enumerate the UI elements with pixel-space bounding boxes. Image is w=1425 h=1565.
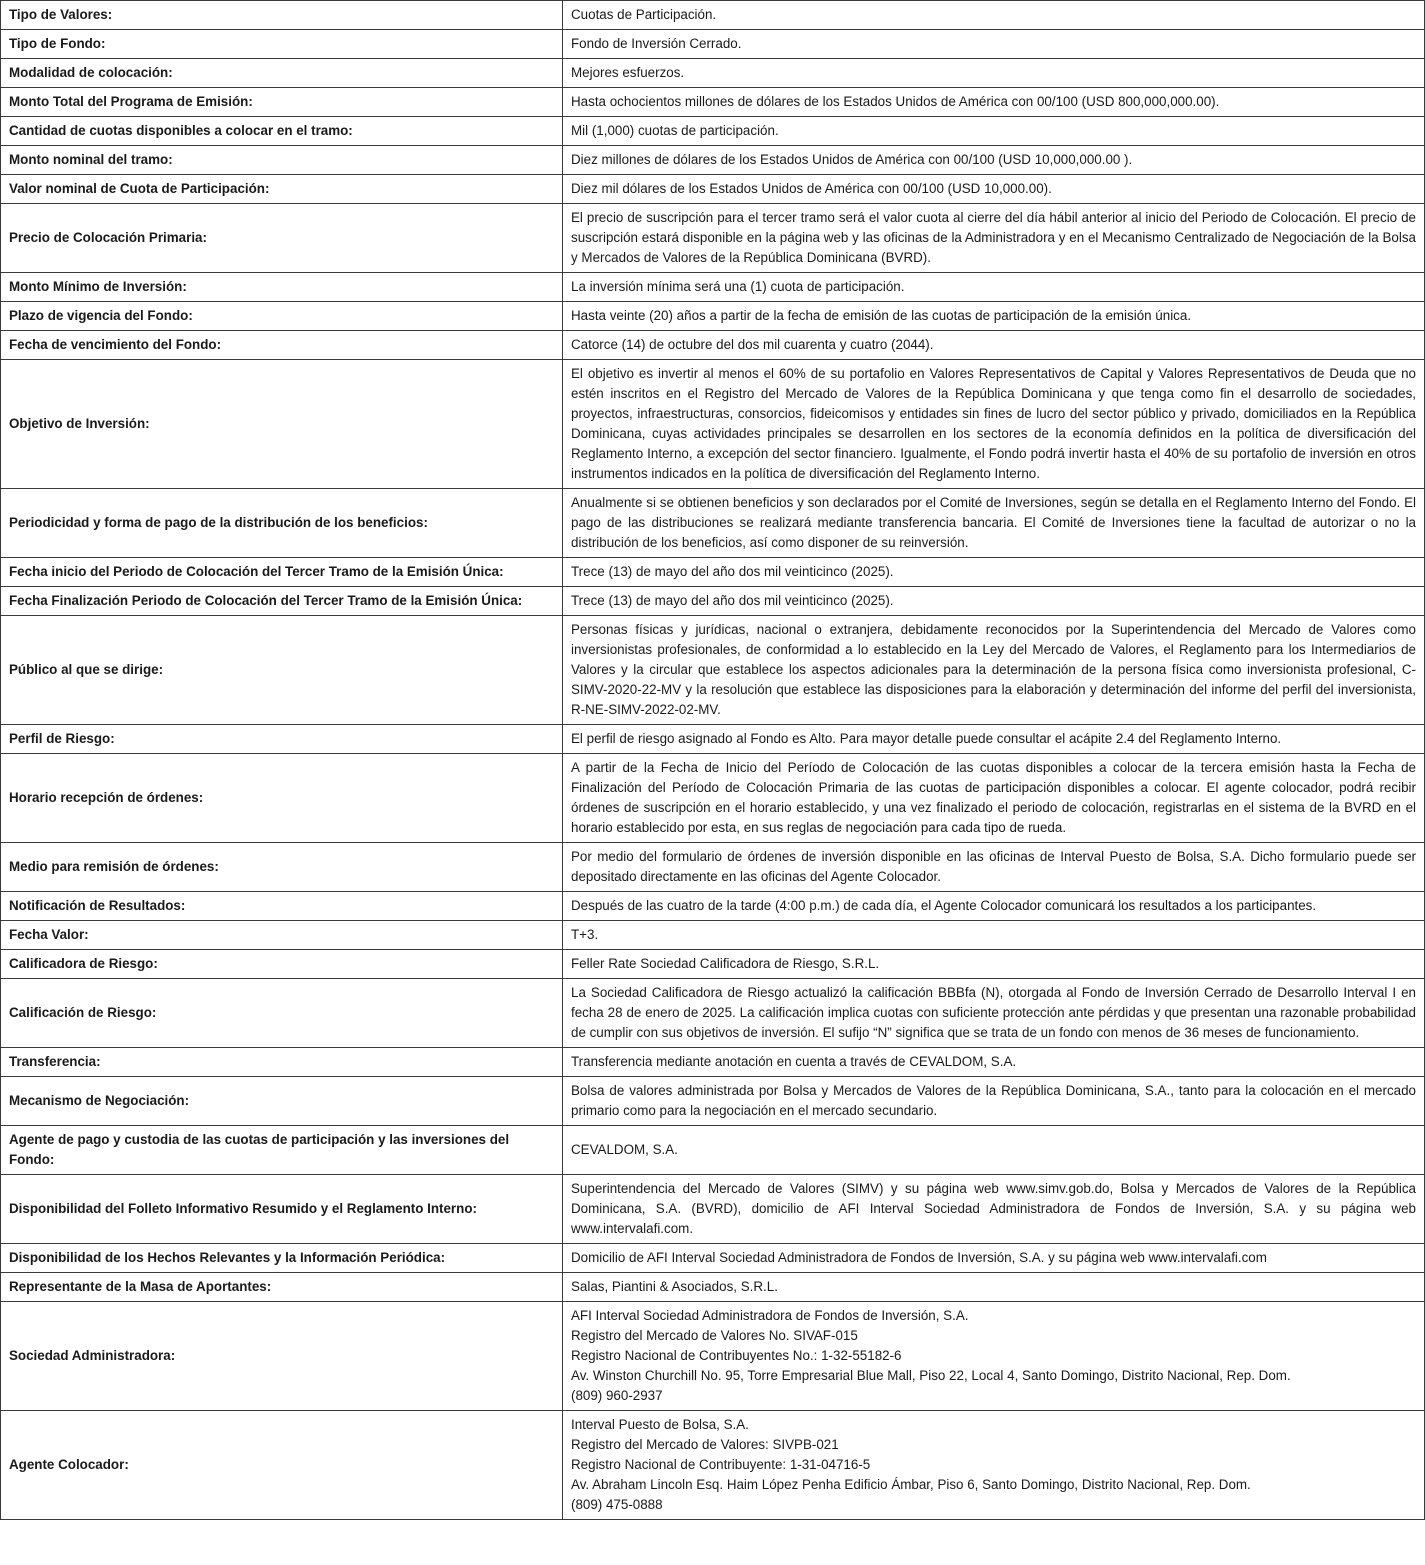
table-row: [1, 754, 1425, 843]
table-row: [1, 331, 1425, 360]
row-value: T+3.: [563, 921, 1425, 950]
table-row: [1, 892, 1425, 921]
row-label: Disponibilidad del Folleto Informativo Resumido y el Reglamento Interno:: [1, 1175, 563, 1244]
address: Av. Winston Churchill No. 95, Torre Empresarial Blue Mall, Piso 22, Local 4, Santo Domingo, Distrito Nacional, Rep. Dom.: [571, 1368, 1291, 1383]
table-row: [1, 489, 1425, 558]
table-row: [1, 360, 1425, 489]
row-value: A partir de la Fecha de Inicio del Período de Colocación de las cuotas disponibles a colocar de la tercera emisión hasta la Fecha de Finalización del Período de Colocación Primaria de las cuotas de participación disponibles a colocar. El agente colocador, podrá recibir órdenes de suscripción en el horario establecido, y una vez finalizado el periodo de colocación, registrarlas en el sistema de la BVRD en el horario establecido por esta, en sus reglas de negociación para cada tipo de rueda.: [563, 754, 1425, 843]
row-value: Después de las cuatro de la tarde (4:00 p.m.) de cada día, el Agente Colocador comunicará los resultados a los participantes.: [563, 892, 1425, 921]
row-value: Personas físicas y jurídicas, nacional o extranjera, debidamente reconocidos por la Superintendencia del Mercado de Valores como inversionistas profesionales, de conformidad a lo establecido en la Ley del Mercado de Valores, el Reglamento para los Intermediarios de Valores y la circular que establece los aspectos adicionales para la determinación de la persona física como inversionista profesional, C-SIMV-2020-22-MV y la resolución que establece las disposiciones para la elaboración y determinación del informe del perfil del inversionista, R-NE-SIMV-2022-02-MV.: [563, 616, 1425, 725]
row-value: Anualmente si se obtienen beneficios y son declarados por el Comité de Inversiones, según se detalla en el Reglamento Interno del Fondo. El pago de las distribuciones se realizará mediante transferencia bancaria. El Comité de Inversiones tiene la facultad de autorizar o no la distribución de los beneficios, así como disponer de su reinversión.: [563, 489, 1425, 558]
row-label: Valor nominal de Cuota de Participación:: [1, 175, 563, 204]
table-row: [1, 921, 1425, 950]
row-value: Superintendencia del Mercado de Valores (SIMV) y su página web www.simv.gob.do, Bolsa y Mercados de Valores de la República Dominicana, S.A. (BVRD), domicilio de AFI Interval Sociedad Administradora de Fondos de Inversión, S.A. y su página web www.intervalafi.com.: [563, 1175, 1425, 1244]
table-row: [1, 273, 1425, 302]
table-row: [1, 88, 1425, 117]
row-label: Tipo de Valores:: [1, 1, 563, 30]
phone: (809) 960-2937: [571, 1388, 663, 1403]
row-value: Catorce (14) de octubre del dos mil cuarenta y cuatro (2044).: [563, 331, 1425, 360]
row-value: Mil (1,000) cuotas de participación.: [563, 117, 1425, 146]
company-name: AFI Interval Sociedad Administradora de Fondos de Inversión, S.A.: [571, 1308, 969, 1323]
table-row: [1, 1077, 1425, 1126]
row-value: [563, 1411, 1425, 1520]
registry-number: Registro del Mercado de Valores: SIVPB-021: [571, 1437, 839, 1452]
table-row: [1, 30, 1425, 59]
row-label: Calificación de Riesgo:: [1, 979, 563, 1048]
row-value: Feller Rate Sociedad Calificadora de Riesgo, S.R.L.: [563, 950, 1425, 979]
table-row-sociedad-administradora: [1, 1302, 1425, 1411]
table-row: [1, 1, 1425, 30]
row-label: Periodicidad y forma de pago de la distribución de los beneficios:: [1, 489, 563, 558]
row-label: Perfil de Riesgo:: [1, 725, 563, 754]
row-label: Representante de la Masa de Aportantes:: [1, 1273, 563, 1302]
table-row: [1, 175, 1425, 204]
row-value: La inversión mínima será una (1) cuota de participación.: [563, 273, 1425, 302]
row-label: Precio de Colocación Primaria:: [1, 204, 563, 273]
table-row: [1, 1048, 1425, 1077]
taxpayer-number: Registro Nacional de Contribuyentes No.: 1-32-55182-6: [571, 1348, 902, 1363]
row-label: Público al que se dirige:: [1, 616, 563, 725]
row-value: Diez millones de dólares de los Estados Unidos de América con 00/100 (USD 10,000,000.00 ).: [563, 146, 1425, 175]
row-label: Modalidad de colocación:: [1, 59, 563, 88]
table-row: [1, 117, 1425, 146]
taxpayer-number: Registro Nacional de Contribuyente: 1-31-04716-5: [571, 1457, 871, 1472]
row-label: Medio para remisión de órdenes:: [1, 843, 563, 892]
row-label: Mecanismo de Negociación:: [1, 1077, 563, 1126]
row-label: Fecha Valor:: [1, 921, 563, 950]
table-row: [1, 146, 1425, 175]
row-value: Diez mil dólares de los Estados Unidos de América con 00/100 (USD 10,000.00).: [563, 175, 1425, 204]
table-row: [1, 1273, 1425, 1302]
row-label: Monto Total del Programa de Emisión:: [1, 88, 563, 117]
row-label: Transferencia:: [1, 1048, 563, 1077]
row-value: El objetivo es invertir al menos el 60% de su portafolio en Valores Representativos de Capital y Valores Representativos de Deuda que no estén inscritos en el Registro del Mercado de Valores de la República Dominicana y que tenga como fin el desarrollo de sociedades, proyectos, infraestructuras, consorcios, fideicomisos y entidades sin fines de lucro del sector público y privado, domiciliados en la República Dominicana, cuyas actividades principales se desarrollen en los sectores de la economía definidos en la política de diversificación del Reglamento Interno, a excepción del sector financiero. Igualmente, el Fondo podrá invertir hasta el 40% de su portafolio de inversión en otros instrumentos indicados en la política de diversificación del Reglamento Interno.: [563, 360, 1425, 489]
row-label: Fecha de vencimiento del Fondo:: [1, 331, 563, 360]
table-row: [1, 558, 1425, 587]
row-value: Fondo de Inversión Cerrado.: [563, 30, 1425, 59]
row-label: Fecha inicio del Periodo de Colocación del Tercer Tramo de la Emisión Única:: [1, 558, 563, 587]
row-label: Monto nominal del tramo:: [1, 146, 563, 175]
table-row: [1, 1126, 1425, 1175]
row-label: Plazo de vigencia del Fondo:: [1, 302, 563, 331]
table-row: [1, 1175, 1425, 1244]
row-value: Domicilio de AFI Interval Sociedad Administradora de Fondos de Inversión, S.A. y su página web www.intervalafi.com: [563, 1244, 1425, 1273]
address: Av. Abraham Lincoln Esq. Haim López Penha Edificio Ámbar, Piso 6, Santo Domingo, Distrito Nacional, Rep. Dom.: [571, 1477, 1251, 1492]
row-value: Trece (13) de mayo del año dos mil veinticinco (2025).: [563, 558, 1425, 587]
row-label: Calificadora de Riesgo:: [1, 950, 563, 979]
row-value: El perfil de riesgo asignado al Fondo es Alto. Para mayor detalle puede consultar el acápite 2.4 del Reglamento Interno.: [563, 725, 1425, 754]
row-label: Horario recepción de órdenes:: [1, 754, 563, 843]
row-value: La Sociedad Calificadora de Riesgo actualizó la calificación BBBfa (N), otorgada al Fondo de Inversión Cerrado de Desarrollo Interval I en fecha 28 de enero de 2025. La calificación implica cuotas con suficiente protección ante pérdidas y que presentan una razonable probabilidad de cumplir con sus objetivos de inversión. El sufijo “N” significa que se trata de un fondo con menos de 36 meses de funcionamiento.: [563, 979, 1425, 1048]
row-value: Mejores esfuerzos.: [563, 59, 1425, 88]
table-row: [1, 616, 1425, 725]
row-value: Hasta ochocientos millones de dólares de los Estados Unidos de América con 00/100 (USD 800,000,000.00).: [563, 88, 1425, 117]
row-value: Hasta veinte (20) años a partir de la fecha de emisión de las cuotas de participación de la emisión única.: [563, 302, 1425, 331]
row-value: Cuotas de Participación.: [563, 1, 1425, 30]
table-row: [1, 587, 1425, 616]
row-value: Trece (13) de mayo del año dos mil veinticinco (2025).: [563, 587, 1425, 616]
row-value: Salas, Piantini & Asociados, S.R.L.: [563, 1273, 1425, 1302]
table-row: [1, 59, 1425, 88]
row-label: Agente de pago y custodia de las cuotas de participación y las inversiones del Fondo:: [1, 1126, 563, 1175]
row-value: Por medio del formulario de órdenes de inversión disponible en las oficinas de Interval Puesto de Bolsa, S.A. Dicho formulario puede ser depositado directamente en las oficinas del Agente Colocador.: [563, 843, 1425, 892]
table-row: [1, 979, 1425, 1048]
row-label: Sociedad Administradora:: [1, 1302, 563, 1411]
row-label: Notificación de Resultados:: [1, 892, 563, 921]
row-value: Transferencia mediante anotación en cuenta a través de CEVALDOM, S.A.: [563, 1048, 1425, 1077]
row-value: [563, 1302, 1425, 1411]
row-label: Fecha Finalización Periodo de Colocación del Tercer Tramo de la Emisión Única:: [1, 587, 563, 616]
row-label: Objetivo de Inversión:: [1, 360, 563, 489]
row-value: El precio de suscripción para el tercer tramo será el valor cuota al cierre del día hábil anterior al inicio del Periodo de Colocación. El precio de suscripción estará disponible en la página web y las oficinas de la Administradora y en el Mecanismo Centralizado de Negociación de la Bolsa y Mercados de Valores de la República Dominicana (BVRD).: [563, 204, 1425, 273]
table-row: [1, 1244, 1425, 1273]
table-row: [1, 950, 1425, 979]
row-label: Tipo de Fondo:: [1, 30, 563, 59]
phone: (809) 475-0888: [571, 1497, 663, 1512]
row-label: Disponibilidad de los Hechos Relevantes y la Información Periódica:: [1, 1244, 563, 1273]
row-value: Bolsa de valores administrada por Bolsa y Mercados de Valores de la República Dominicana, S.A., tanto para la colocación en el mercado primario como para la negociación en el mercado secundario.: [563, 1077, 1425, 1126]
table-row-agente-colocador: [1, 1411, 1425, 1520]
table-row: [1, 843, 1425, 892]
row-label: Agente Colocador:: [1, 1411, 563, 1520]
company-name: Interval Puesto de Bolsa, S.A.: [571, 1417, 749, 1432]
table-row: [1, 204, 1425, 273]
row-label: Cantidad de cuotas disponibles a colocar en el tramo:: [1, 117, 563, 146]
row-label: Monto Mínimo de Inversión:: [1, 273, 563, 302]
registry-number: Registro del Mercado de Valores No. SIVAF-015: [571, 1328, 858, 1343]
table-row: [1, 302, 1425, 331]
row-value: CEVALDOM, S.A.: [563, 1126, 1425, 1175]
table-row: [1, 725, 1425, 754]
